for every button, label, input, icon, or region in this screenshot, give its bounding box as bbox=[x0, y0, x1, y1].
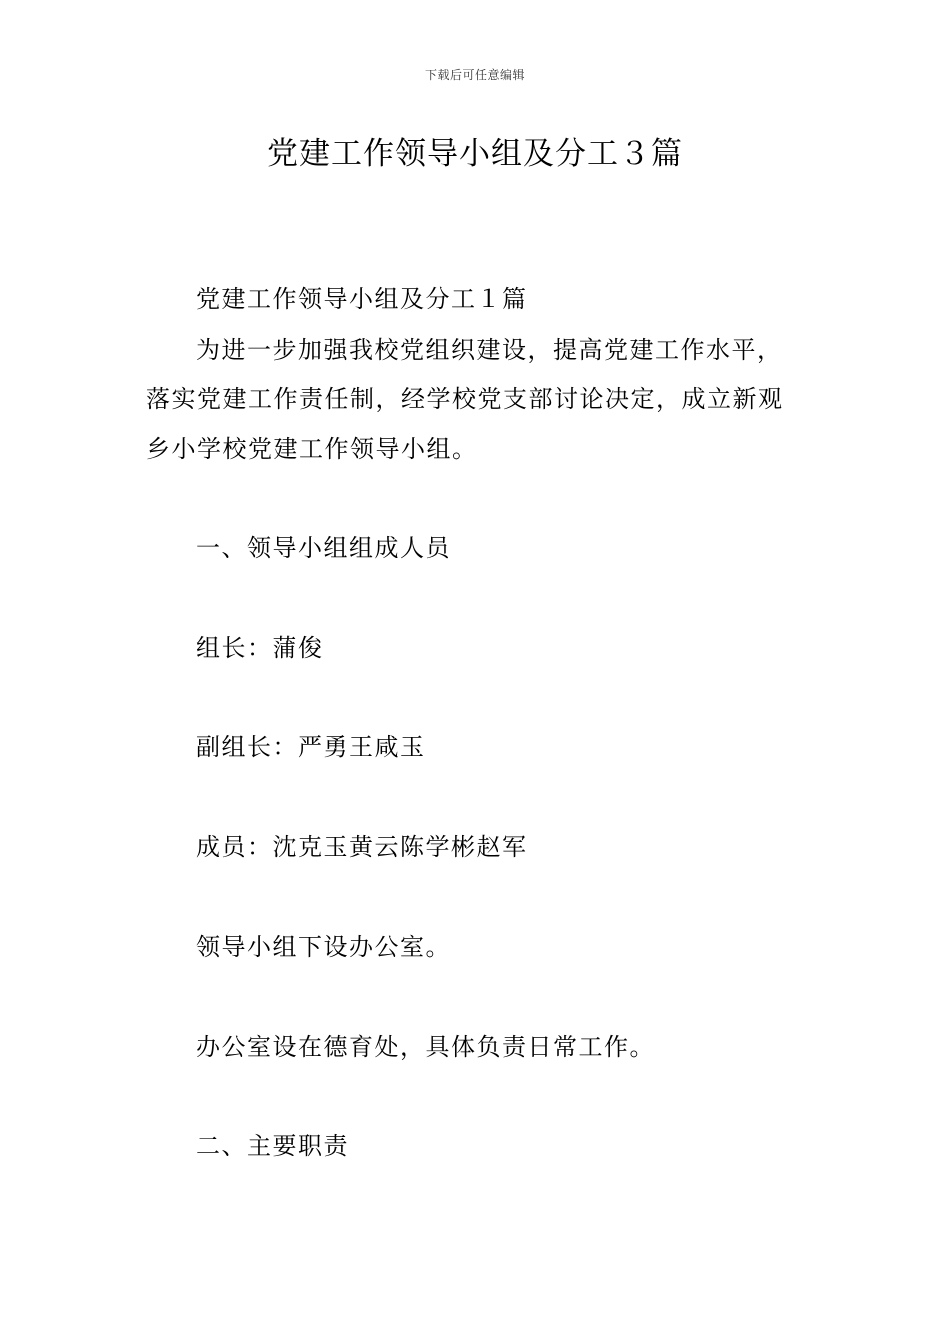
members-line: 成员：沈克玉黄云陈学彬赵军 bbox=[196, 833, 528, 861]
document-subtitle: 党建工作领导小组及分工１篇 bbox=[196, 285, 528, 313]
intro-line-1: 为进一步加强我校党组织建设，提高党建工作水平， bbox=[196, 336, 783, 364]
header-note: 下载后可任意编辑 bbox=[424, 68, 525, 82]
section-1-heading: 一、领导小组组成人员 bbox=[196, 534, 451, 562]
section-2-heading: 二、主要职责 bbox=[196, 1132, 349, 1160]
intro-line-3: 乡小学校党建工作领导小组。 bbox=[146, 435, 478, 463]
office-duty-line: 办公室设在德育处，具体负责日常工作。 bbox=[196, 1033, 655, 1061]
intro-line-2: 落实党建工作责任制，经学校党支部讨论决定，成立新观 bbox=[146, 385, 784, 413]
office-setup-line: 领导小组下设办公室。 bbox=[196, 933, 451, 961]
document-title: 党建工作领导小组及分工３篇 bbox=[267, 136, 683, 172]
vice-leader-line: 副组长：严勇王咸玉 bbox=[196, 733, 426, 761]
leader-line: 组长：蒲俊 bbox=[196, 634, 324, 662]
